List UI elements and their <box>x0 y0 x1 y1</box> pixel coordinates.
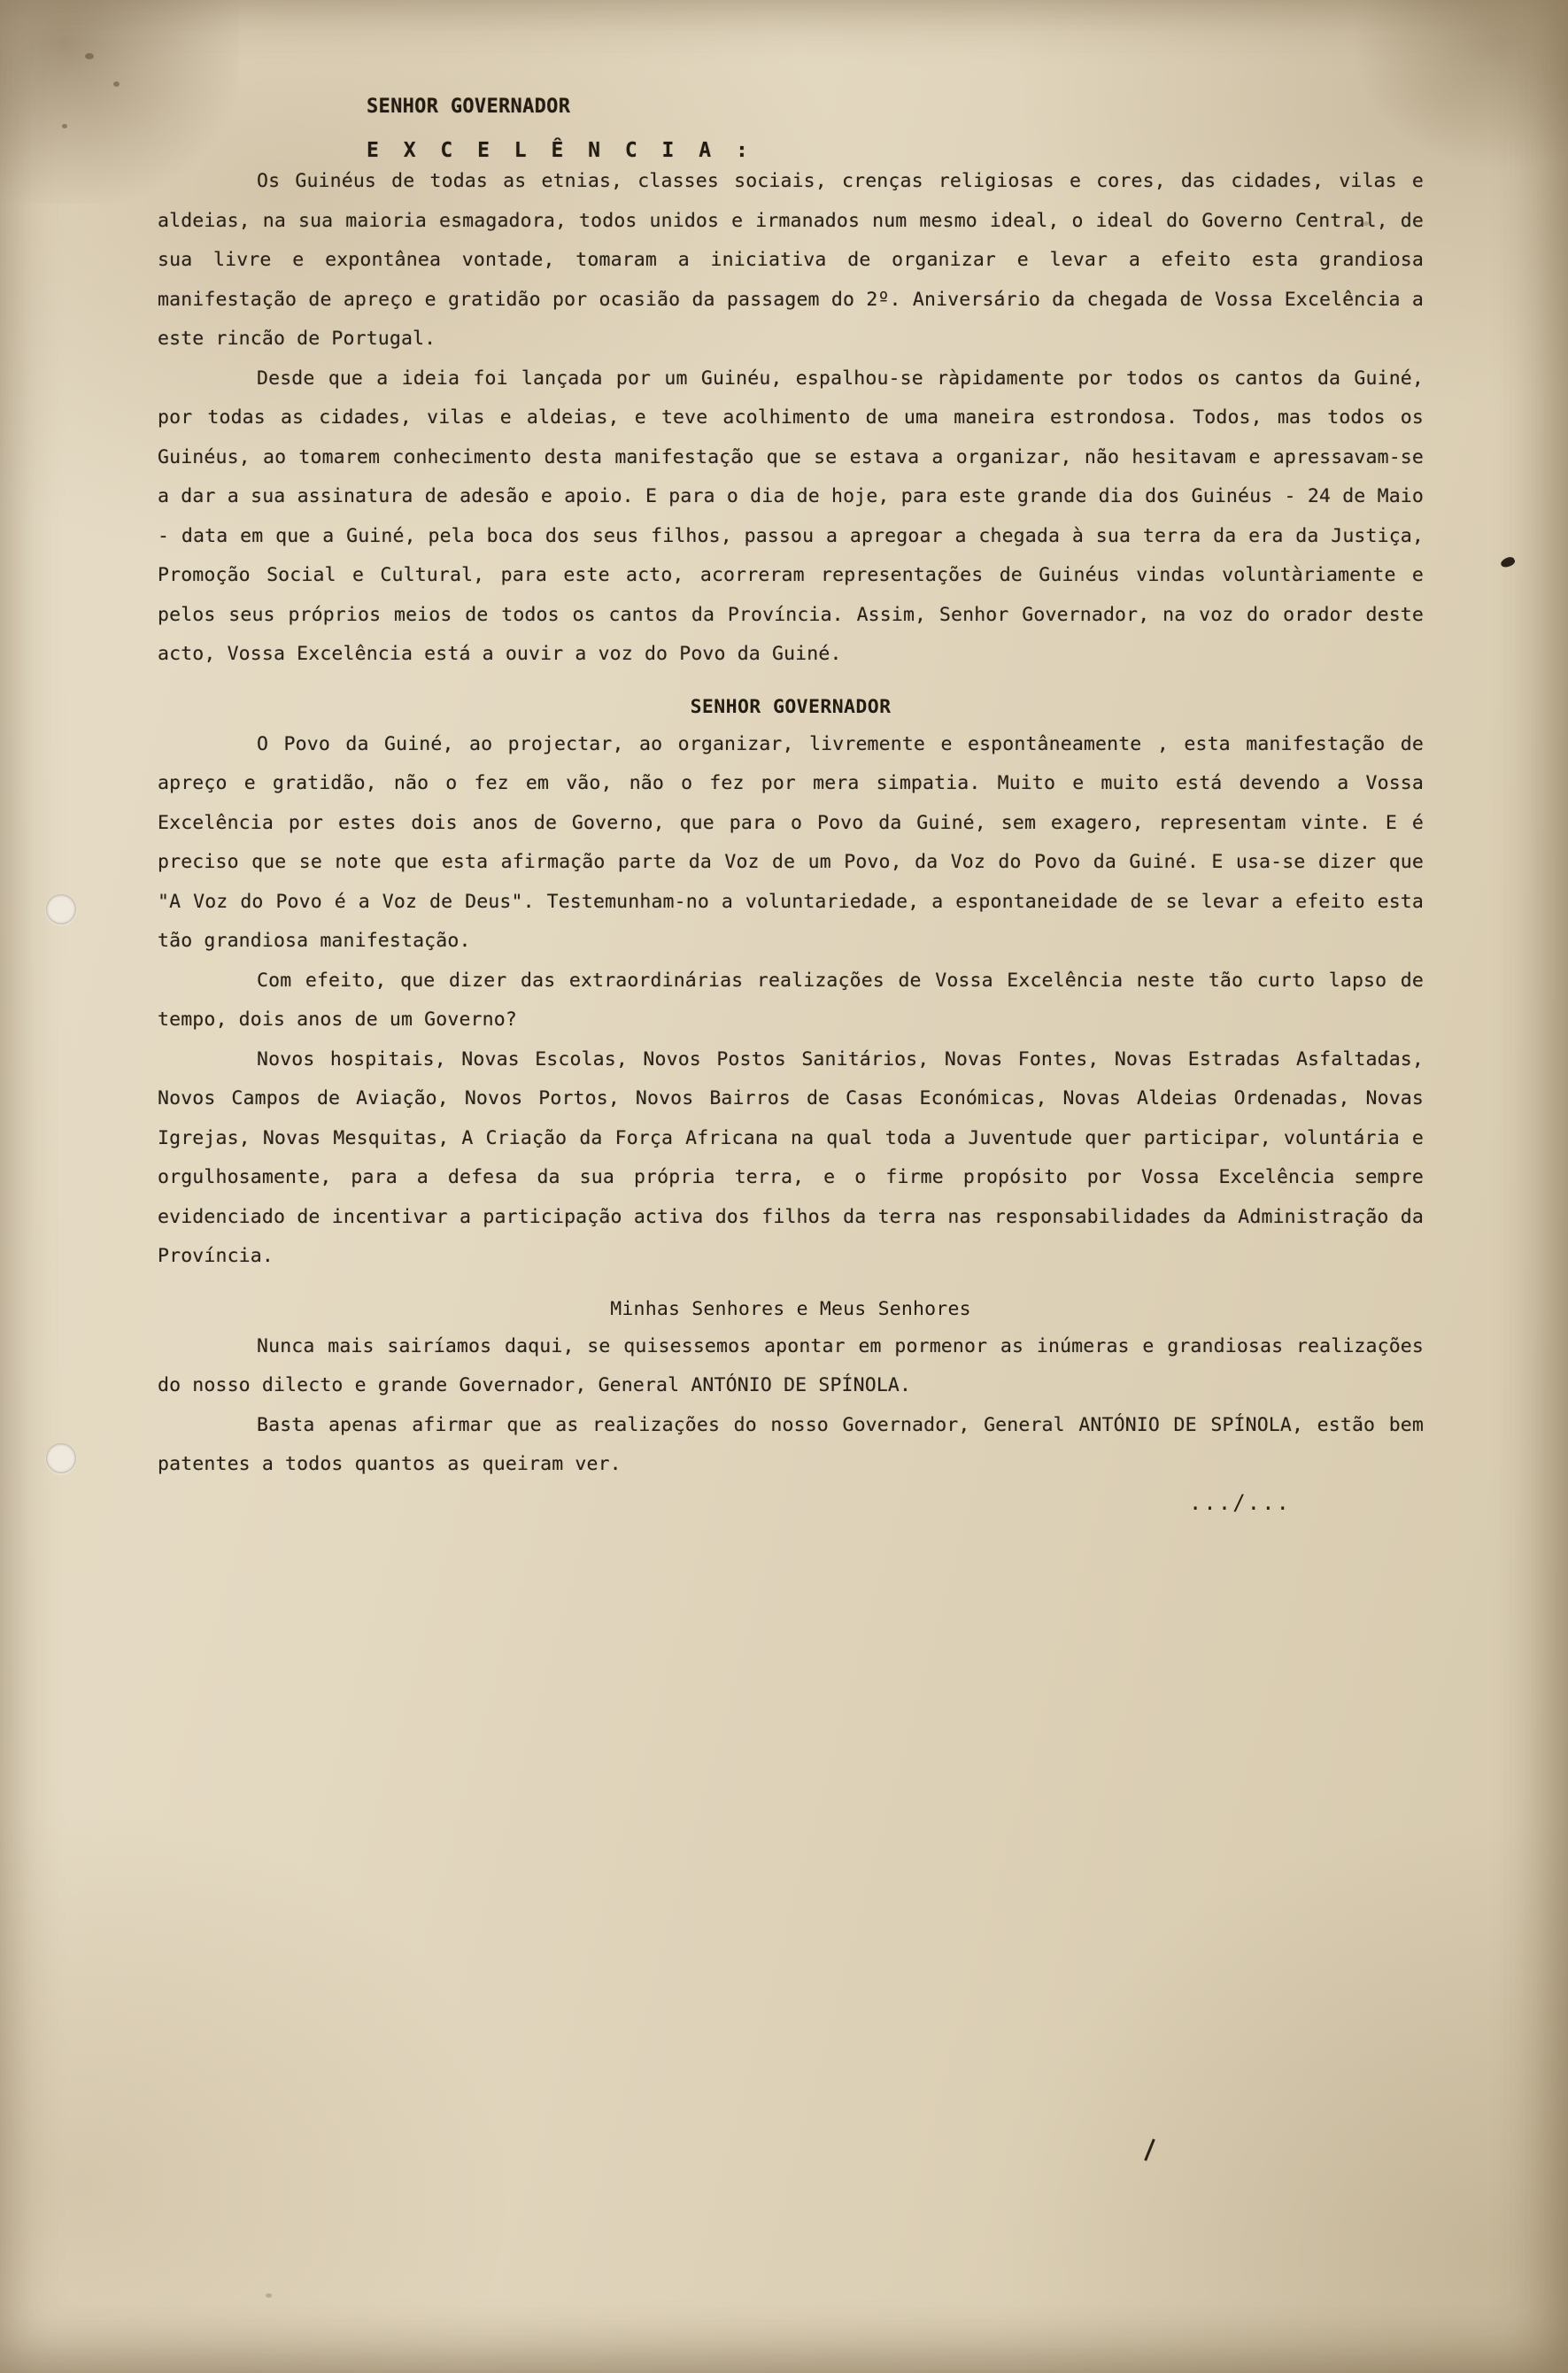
section-heading-senhor-governador: SENHOR GOVERNADOR <box>690 695 892 718</box>
paragraph: Os Guinéus de todas as etnias, classes sociais, crenças religiosas e cores, das cidades, vilas e aldeias, na sua maioria esmagadora, todos unidos e irmanados num mesmo ideal, o ideal do Governo Central, de sua livre e expontânea vontade, tomaram a iniciativa de organizar e levar a efeito esta grandiosa manifestação de apreço e gratidão por ocasião da passagem do 2º. Aniversário da chegada de Vossa Excelência a este rincão de Portugal. <box>158 170 1424 350</box>
section-heading-minhas-senhores: Minhas Senhores e Meus Senhores <box>610 1297 971 1320</box>
paragraph: Com efeito, que dizer das extraordinárias realizações de Vossa Excelência neste tão curto lapso de tempo, dois anos de um Governo? <box>158 969 1424 1031</box>
heading-senhor-governador: SENHOR GOVERNADOR <box>367 96 571 118</box>
paragraph: Nunca mais sairíamos daqui, se quisessemos apontar em pormenor as inúmeras e grandiosas realizações do nosso dilecto e grande Governador, General ANTÓNIO DE SPÍNOLA. <box>158 1334 1424 1396</box>
ink-smudge <box>1500 555 1517 569</box>
paper-speck <box>266 2293 272 2298</box>
heading-excelencia: E X C E L Ê N C I A : <box>367 139 754 162</box>
paper-speck <box>113 81 120 87</box>
punch-hole-upper <box>46 894 76 924</box>
paragraph: Desde que a ideia foi lançada por um Guinéu, espalhou-se ràpidamente por todos os cantos da Guiné, por todas as cidades, vilas e aldeias, e teve acolhimento de uma maneira estrondosa. Todos, mas todos os Guinéus, ao tomarem conhecimento desta manifestação que se estava a organizar, não hesitavam e apressavam-se a dar a sua assinatura de adesão e apoio. E para o dia de hoje, para este grande dia dos Guinéus - 24 de Maio - data em que a Guiné, pela boca dos seus filhos, passou a apregoar a chegada à sua terra da era da Justiça, Promoção Social e Cultural, para este acto, acorreram representações de Guinéus vindas voluntàriamente e pelos seus próprios meios de todos os cantos da Província. Assim, Senhor Governador, na voz do orador deste acto, Vossa Excelência está a ouvir a voz do Povo da Guiné. <box>158 367 1424 665</box>
page-continuation-mark: .../... <box>1188 1489 1291 1515</box>
punch-hole-lower <box>46 1443 76 1473</box>
paper-speck <box>85 53 94 59</box>
paragraph: Novos hospitais, Novas Escolas, Novos Postos Sanitários, Novas Fontes, Novas Estradas Asfaltadas, Novos Campos de Aviação, Novos Portos, Novos Bairros de Casas Económicas, Novas Aldeias Ordenadas, Novas Igrejas, Novas Mesquitas, A Criação da Força Africana na qual toda a Juventude quer participar, voluntária e orgulhosamente, para a defesa da sua própria terra, e o firme propósito por Vossa Excelência sempre evidenciado de incentivar a participação activa dos filhos da terra nas responsabilidades da Administração da Província. <box>158 1047 1424 1267</box>
paragraph: Basta apenas afirmar que as realizações do nosso Governador, General ANTÓNIO DE SPÍNOLA, estão bem patentes a todos quantos as queiram ver. <box>158 1413 1424 1475</box>
paper-speck <box>62 124 67 128</box>
paragraph: O Povo da Guiné, ao projectar, ao organizar, livremente e espontâneamente , esta manifestação de apreço e gratidão, não o fez em vão, não o fez por mera simpatia. Muito e muito está devendo a Vossa Excelência por estes dois anos de Governo, que para o Povo da Guiné, sem exagero, representam vinte. E é preciso que se note que esta afirmação parte da Voz de um Povo, da Voz do Povo da Guiné. E usa-se dizer que "A Voz do Povo é a Voz de Deus". Testemunham-no a voluntariedade, a espontaneidade de se levar a efeito esta tão grandiosa manifestação. <box>158 732 1424 952</box>
document-body <box>158 96 1424 1515</box>
ink-stroke <box>1144 2138 1155 2160</box>
